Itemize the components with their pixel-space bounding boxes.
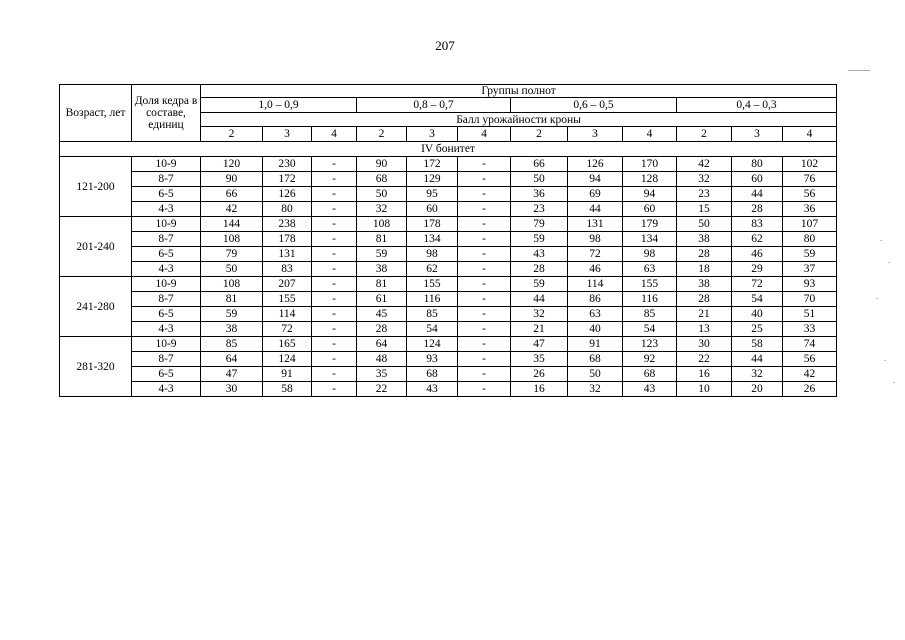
value-cell: 81 — [201, 292, 263, 307]
value-cell: 68 — [407, 367, 458, 382]
value-cell: 22 — [677, 352, 732, 367]
table-row — [60, 172, 837, 187]
table-row — [60, 322, 837, 337]
value-cell: 35 — [357, 367, 407, 382]
value-cell: - — [458, 337, 511, 352]
share-cell: 8-7 — [132, 232, 201, 247]
value-cell: 83 — [263, 262, 312, 277]
value-cell: 66 — [201, 187, 263, 202]
value-cell: 170 — [623, 157, 677, 172]
crown-score-header: 4 — [783, 127, 837, 142]
share-cell: 6-5 — [132, 187, 201, 202]
value-cell: - — [312, 202, 357, 217]
value-cell: 59 — [511, 232, 568, 247]
value-cell: 108 — [201, 232, 263, 247]
value-cell: 56 — [783, 352, 837, 367]
header-share: Доля кедра в составе, единиц — [132, 85, 201, 142]
density-group: 1,0 – 0,9 — [201, 98, 357, 113]
share-cell: 8-7 — [132, 352, 201, 367]
value-cell: 43 — [407, 382, 458, 397]
value-cell: 26 — [783, 382, 837, 397]
value-cell: 16 — [511, 382, 568, 397]
value-cell: 76 — [783, 172, 837, 187]
value-cell: 68 — [623, 367, 677, 382]
value-cell: 36 — [511, 187, 568, 202]
value-cell: 15 — [677, 202, 732, 217]
table-row — [60, 307, 837, 322]
age-range-cell: 241-280 — [60, 277, 132, 337]
header-density-groups: Группы полнот — [201, 85, 837, 98]
value-cell: 85 — [623, 307, 677, 322]
value-cell: 86 — [568, 292, 623, 307]
value-cell: - — [312, 337, 357, 352]
value-cell: 38 — [677, 277, 732, 292]
value-cell: 50 — [677, 217, 732, 232]
value-cell: 91 — [263, 367, 312, 382]
value-cell: 20 — [732, 382, 783, 397]
value-cell: - — [312, 352, 357, 367]
value-cell: 83 — [732, 217, 783, 232]
value-cell: - — [458, 262, 511, 277]
scan-speck — [884, 360, 886, 361]
value-cell: 54 — [407, 322, 458, 337]
value-cell: 59 — [511, 277, 568, 292]
value-cell: 30 — [201, 382, 263, 397]
value-cell: 155 — [263, 292, 312, 307]
age-range-cell: 281-320 — [60, 337, 132, 397]
value-cell: 44 — [568, 202, 623, 217]
page-number: 207 — [435, 38, 455, 53]
table-row — [60, 382, 837, 397]
value-cell: 90 — [357, 157, 407, 172]
value-cell: 51 — [783, 307, 837, 322]
value-cell: 32 — [357, 202, 407, 217]
value-cell: - — [458, 202, 511, 217]
value-cell: 54 — [623, 322, 677, 337]
value-cell: 62 — [407, 262, 458, 277]
value-cell: 58 — [263, 382, 312, 397]
value-cell: - — [312, 307, 357, 322]
value-cell: 124 — [263, 352, 312, 367]
value-cell: 70 — [783, 292, 837, 307]
value-cell: 72 — [568, 247, 623, 262]
value-cell: 94 — [568, 172, 623, 187]
value-cell: 131 — [263, 247, 312, 262]
crown-score-header: 3 — [568, 127, 623, 142]
value-cell: - — [458, 277, 511, 292]
table-row — [60, 337, 837, 352]
share-cell: 6-5 — [132, 307, 201, 322]
table-row — [60, 292, 837, 307]
value-cell: 32 — [677, 172, 732, 187]
value-cell: 178 — [263, 232, 312, 247]
value-cell: 64 — [357, 337, 407, 352]
value-cell: - — [458, 367, 511, 382]
value-cell: 32 — [732, 367, 783, 382]
value-cell: 72 — [263, 322, 312, 337]
scan-speck — [893, 382, 895, 383]
value-cell: - — [312, 322, 357, 337]
value-cell: 59 — [783, 247, 837, 262]
share-cell: 4-3 — [132, 202, 201, 217]
margin-rule — [848, 70, 870, 71]
value-cell: 47 — [511, 337, 568, 352]
section-title: IV бонитет — [60, 142, 837, 157]
value-cell: 116 — [407, 292, 458, 307]
value-cell: 36 — [783, 202, 837, 217]
crown-score-header: 4 — [623, 127, 677, 142]
value-cell: 44 — [732, 352, 783, 367]
value-cell: 32 — [511, 307, 568, 322]
value-cell: 58 — [732, 337, 783, 352]
value-cell: 80 — [783, 232, 837, 247]
value-cell: 21 — [677, 307, 732, 322]
value-cell: - — [458, 292, 511, 307]
crown-score-header: 3 — [407, 127, 458, 142]
share-cell: 8-7 — [132, 292, 201, 307]
value-cell: 47 — [201, 367, 263, 382]
value-cell: 131 — [568, 217, 623, 232]
value-cell: 28 — [732, 202, 783, 217]
crown-score-header: 2 — [511, 127, 568, 142]
table-row — [60, 367, 837, 382]
share-cell: 6-5 — [132, 367, 201, 382]
value-cell: 43 — [511, 247, 568, 262]
value-cell: - — [458, 352, 511, 367]
value-cell: - — [458, 247, 511, 262]
value-cell: - — [458, 157, 511, 172]
value-cell: 95 — [407, 187, 458, 202]
value-cell: 129 — [407, 172, 458, 187]
value-cell: 85 — [201, 337, 263, 352]
value-cell: - — [312, 217, 357, 232]
value-cell: 93 — [783, 277, 837, 292]
table-row — [60, 217, 837, 232]
value-cell: - — [312, 367, 357, 382]
value-cell: 25 — [732, 322, 783, 337]
value-cell: 48 — [357, 352, 407, 367]
value-cell: 80 — [263, 202, 312, 217]
value-cell: 59 — [201, 307, 263, 322]
value-cell: - — [312, 172, 357, 187]
value-cell: 28 — [677, 247, 732, 262]
value-cell: 13 — [677, 322, 732, 337]
value-cell: 94 — [623, 187, 677, 202]
value-cell: - — [312, 292, 357, 307]
value-cell: 23 — [511, 202, 568, 217]
value-cell: 38 — [357, 262, 407, 277]
share-cell: 4-3 — [132, 382, 201, 397]
value-cell: 72 — [732, 277, 783, 292]
age-range-cell: 121-200 — [60, 157, 132, 217]
value-cell: 35 — [511, 352, 568, 367]
density-group: 0,4 – 0,3 — [677, 98, 837, 113]
scan-speck — [880, 240, 882, 241]
value-cell: 42 — [677, 157, 732, 172]
age-range-cell: 201-240 — [60, 217, 132, 277]
value-cell: 85 — [407, 307, 458, 322]
value-cell: 91 — [568, 337, 623, 352]
value-cell: 144 — [201, 217, 263, 232]
value-cell: 26 — [511, 367, 568, 382]
value-cell: - — [458, 217, 511, 232]
value-cell: 68 — [568, 352, 623, 367]
value-cell: 42 — [783, 367, 837, 382]
value-cell: - — [458, 382, 511, 397]
value-cell: 79 — [201, 247, 263, 262]
value-cell: 63 — [568, 307, 623, 322]
value-cell: 178 — [407, 217, 458, 232]
table-row — [60, 262, 837, 277]
value-cell: 123 — [623, 337, 677, 352]
crown-score-header: 3 — [263, 127, 312, 142]
value-cell: 108 — [357, 217, 407, 232]
value-cell: 37 — [783, 262, 837, 277]
value-cell: - — [312, 232, 357, 247]
value-cell: - — [312, 247, 357, 262]
table-row — [60, 277, 837, 292]
value-cell: 28 — [357, 322, 407, 337]
value-cell: 63 — [623, 262, 677, 277]
crown-score-header: 3 — [732, 127, 783, 142]
crown-score-header: 2 — [201, 127, 263, 142]
value-cell: 60 — [407, 202, 458, 217]
value-cell: 98 — [407, 247, 458, 262]
value-cell: 23 — [677, 187, 732, 202]
value-cell: 79 — [511, 217, 568, 232]
table-row — [60, 202, 837, 217]
value-cell: 50 — [511, 172, 568, 187]
value-cell: 50 — [201, 262, 263, 277]
crown-score-header: 2 — [677, 127, 732, 142]
value-cell: 18 — [677, 262, 732, 277]
table-row — [60, 157, 837, 172]
value-cell: 54 — [732, 292, 783, 307]
value-cell: - — [458, 232, 511, 247]
value-cell: - — [312, 187, 357, 202]
value-cell: 64 — [201, 352, 263, 367]
value-cell: 90 — [201, 172, 263, 187]
value-cell: 66 — [511, 157, 568, 172]
value-cell: 30 — [677, 337, 732, 352]
value-cell: 134 — [407, 232, 458, 247]
value-cell: 134 — [623, 232, 677, 247]
value-cell: 38 — [201, 322, 263, 337]
density-group: 0,8 – 0,7 — [357, 98, 511, 113]
value-cell: 238 — [263, 217, 312, 232]
value-cell: 62 — [732, 232, 783, 247]
value-cell: 50 — [357, 187, 407, 202]
value-cell: 46 — [568, 262, 623, 277]
value-cell: 43 — [623, 382, 677, 397]
value-cell: 81 — [357, 277, 407, 292]
share-cell: 10-9 — [132, 157, 201, 172]
value-cell: 21 — [511, 322, 568, 337]
value-cell: 69 — [568, 187, 623, 202]
value-cell: 22 — [357, 382, 407, 397]
value-cell: - — [458, 172, 511, 187]
value-cell: 120 — [201, 157, 263, 172]
table-row — [60, 247, 837, 262]
value-cell: 230 — [263, 157, 312, 172]
value-cell: - — [312, 262, 357, 277]
value-cell: 61 — [357, 292, 407, 307]
value-cell: 98 — [623, 247, 677, 262]
value-cell: 81 — [357, 232, 407, 247]
header-crown-yield: Балл урожайности кроны — [201, 113, 837, 127]
value-cell: 45 — [357, 307, 407, 322]
value-cell: 46 — [732, 247, 783, 262]
value-cell: - — [312, 277, 357, 292]
value-cell: 165 — [263, 337, 312, 352]
value-cell: 172 — [407, 157, 458, 172]
share-cell: 10-9 — [132, 277, 201, 292]
value-cell: 93 — [407, 352, 458, 367]
header-age: Возраст, лет — [60, 85, 132, 142]
value-cell: 114 — [263, 307, 312, 322]
scan-speck — [888, 262, 890, 263]
value-cell: 50 — [568, 367, 623, 382]
value-cell: 29 — [732, 262, 783, 277]
value-cell: 28 — [511, 262, 568, 277]
value-cell: - — [458, 187, 511, 202]
value-cell: 114 — [568, 277, 623, 292]
crown-score-header: 2 — [357, 127, 407, 142]
crown-score-header: 4 — [312, 127, 357, 142]
value-cell: 59 — [357, 247, 407, 262]
value-cell: 10 — [677, 382, 732, 397]
value-cell: 80 — [732, 157, 783, 172]
value-cell: 128 — [623, 172, 677, 187]
share-cell: 10-9 — [132, 337, 201, 352]
share-cell: 8-7 — [132, 172, 201, 187]
yield-table — [59, 84, 837, 397]
value-cell: 33 — [783, 322, 837, 337]
table-row — [60, 352, 837, 367]
value-cell: 68 — [357, 172, 407, 187]
value-cell: 155 — [623, 277, 677, 292]
value-cell: 44 — [511, 292, 568, 307]
value-cell: 28 — [677, 292, 732, 307]
scan-speck — [876, 298, 878, 299]
value-cell: 116 — [623, 292, 677, 307]
share-cell: 10-9 — [132, 217, 201, 232]
crown-score-header: 4 — [458, 127, 511, 142]
value-cell: 102 — [783, 157, 837, 172]
value-cell: - — [458, 322, 511, 337]
value-cell: 40 — [732, 307, 783, 322]
value-cell: 207 — [263, 277, 312, 292]
value-cell: 179 — [623, 217, 677, 232]
value-cell: 107 — [783, 217, 837, 232]
value-cell: 92 — [623, 352, 677, 367]
value-cell: 126 — [263, 187, 312, 202]
value-cell: 74 — [783, 337, 837, 352]
value-cell: - — [458, 307, 511, 322]
density-group: 0,6 – 0,5 — [511, 98, 677, 113]
share-cell: 4-3 — [132, 322, 201, 337]
value-cell: 172 — [263, 172, 312, 187]
value-cell: 44 — [732, 187, 783, 202]
value-cell: 56 — [783, 187, 837, 202]
value-cell: 155 — [407, 277, 458, 292]
value-cell: 126 — [568, 157, 623, 172]
table-row — [60, 187, 837, 202]
value-cell: - — [312, 382, 357, 397]
share-cell: 4-3 — [132, 262, 201, 277]
value-cell: 42 — [201, 202, 263, 217]
value-cell: 38 — [677, 232, 732, 247]
value-cell: 40 — [568, 322, 623, 337]
value-cell: 60 — [623, 202, 677, 217]
value-cell: 60 — [732, 172, 783, 187]
value-cell: - — [312, 157, 357, 172]
table-row — [60, 232, 837, 247]
value-cell: 32 — [568, 382, 623, 397]
value-cell: 16 — [677, 367, 732, 382]
share-cell: 6-5 — [132, 247, 201, 262]
value-cell: 124 — [407, 337, 458, 352]
value-cell: 108 — [201, 277, 263, 292]
value-cell: 98 — [568, 232, 623, 247]
